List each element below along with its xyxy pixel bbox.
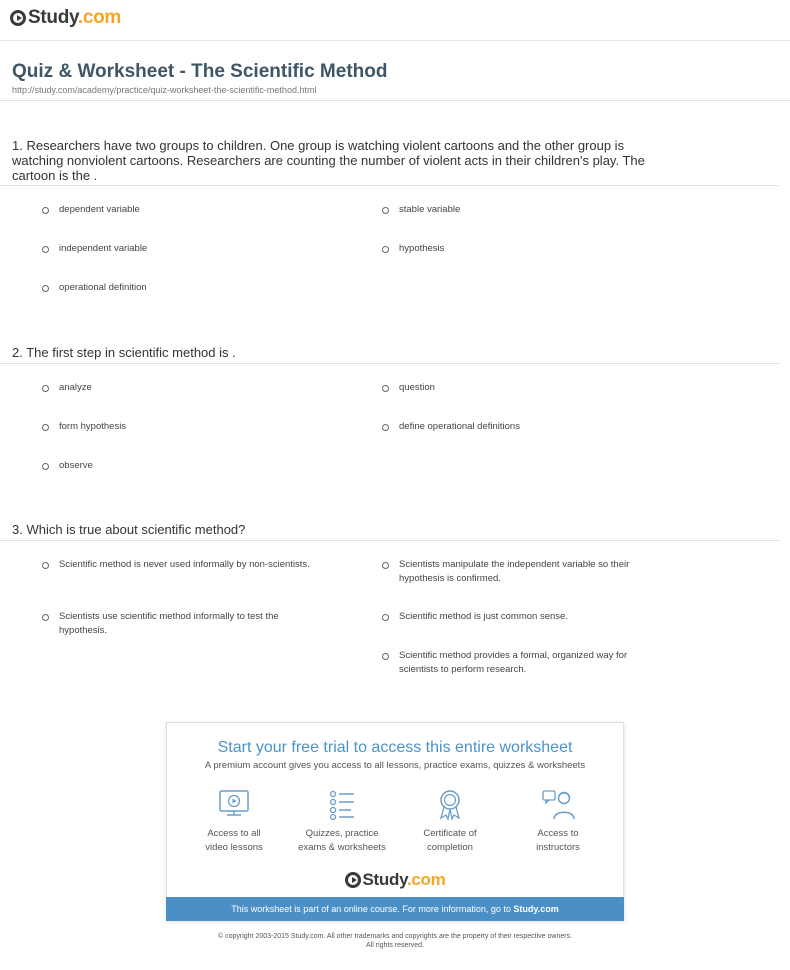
option-label: Scientific method is just common sense. [399,611,568,622]
feature-quizzes [287,787,397,855]
radio-button-icon[interactable] [42,385,49,392]
option-label: observe [59,460,93,471]
radio-button-icon[interactable] [42,562,49,569]
logo-wordmark: Study.com [28,7,122,28]
option-label: analyze [59,382,92,393]
question-1-text: 1. Researchers have two groups to children. One group is watching violent cartoons and the other group is watching nonviolent cartoons. Researchers are counting the number of violent acts in their children's play. The cartoon is the . [12,138,645,183]
rights-line: All rights reserved. [366,942,424,949]
radio-button-icon[interactable] [382,562,389,569]
feature-video-lessons [179,787,289,855]
question-1-option[interactable] [382,242,659,256]
question-1-option[interactable] [42,242,319,256]
promo-info-bar [166,897,624,921]
page-url: http://study.com/academy/practice/quiz-worksheet-the-scientific-method.html [12,85,317,95]
radio-button-icon[interactable] [42,207,49,214]
copyright-line: © copyright 2003-2015 Study.com. All other trademarks and copyrights are the property of their respective owners. [217,933,573,940]
promo-title[interactable]: Start your free trial to access this entire worksheet [217,739,573,756]
radio-button-icon[interactable] [382,246,389,253]
feature-instructors [503,787,613,855]
option-label: operational definition [59,282,147,293]
radio-button-icon[interactable] [42,614,49,621]
feature-label-line2: exams & worksheets [298,842,386,853]
radio-button-icon[interactable] [382,385,389,392]
feature-label-line2: video lessons [205,842,263,853]
radio-button-icon[interactable] [42,246,49,253]
option-label: Scientific method is never used informally by non-scientists. [59,559,310,570]
radio-button-icon[interactable] [42,424,49,431]
question-3-option[interactable] [382,610,659,624]
feature-label-line1: Certificate of [423,828,477,839]
option-label: independent variable [59,243,148,254]
feature-label-line2: completion [427,842,473,853]
certificate-icon [433,787,467,821]
option-label: form hypothesis [59,421,127,432]
header-divider [0,40,790,41]
radio-button-icon[interactable] [42,463,49,470]
radio-button-icon[interactable] [382,424,389,431]
question-3-option[interactable] [382,649,659,677]
question-1-option[interactable] [382,203,659,217]
play-circle-icon [345,872,361,888]
feature-label-line1: Access to [537,828,579,839]
radio-button-icon[interactable] [382,207,389,214]
title-divider [0,100,790,101]
question-3-text: 3. Which is true about scientific method? [12,522,246,537]
question-2-text: 2. The first step in scientific method is . [12,345,236,360]
question-3-option[interactable] [382,558,659,586]
play-circle-icon [10,10,26,26]
free-trial-promo[interactable] [166,722,624,921]
page-title: Quiz & Worksheet - The Scientific Method [12,61,388,82]
promo-bar-link[interactable]: Study.com [513,904,559,914]
question-2-option[interactable] [382,381,659,395]
question-2-option[interactable] [42,459,319,473]
radio-button-icon[interactable] [382,614,389,621]
question-2-option[interactable] [382,420,659,434]
option-label: question [399,382,435,393]
question-2-divider [0,363,780,364]
feature-label-line1: Access to all [207,828,261,839]
option-label: stable variable [399,204,461,215]
study-logo[interactable] [10,7,121,29]
feature-label-line1: Quizzes, practice [305,828,379,839]
logo-wordmark: Study.com [362,870,446,889]
promo-subtitle: A premium account gives you access to all lessons, practice exams, quizzes & worksheets [204,760,586,771]
promo-bar-text: This worksheet is part of an online course. For more information, go to [231,904,514,914]
video-lesson-icon [217,787,251,821]
question-1-option[interactable] [42,281,319,295]
question-2-option[interactable] [42,381,319,395]
option-label: dependent variable [59,204,140,215]
question-2-option[interactable] [42,420,319,434]
option-label: Scientists manipulate the independent variable so their hypothesis is confirmed. [399,559,630,584]
radio-button-icon[interactable] [42,285,49,292]
quiz-list-icon [325,787,359,821]
instructor-icon [541,787,575,821]
feature-label-line2: instructors [536,842,580,853]
question-3-option[interactable] [42,610,319,638]
promo-study-logo[interactable] [167,870,623,890]
copyright-footer [0,932,790,950]
question-3-divider [0,540,780,541]
option-label: Scientific method provides a formal, organized way for scientists to perform research. [399,650,628,675]
question-1-divider [0,185,780,186]
radio-button-icon[interactable] [382,653,389,660]
option-label: hypothesis [399,243,445,254]
question-1-option[interactable] [42,203,319,217]
feature-certificate [395,787,505,855]
option-label: Scientists use scientific method informally to test the hypothesis. [59,611,279,636]
option-label: define operational definitions [399,421,520,432]
question-3-option[interactable] [42,558,319,572]
